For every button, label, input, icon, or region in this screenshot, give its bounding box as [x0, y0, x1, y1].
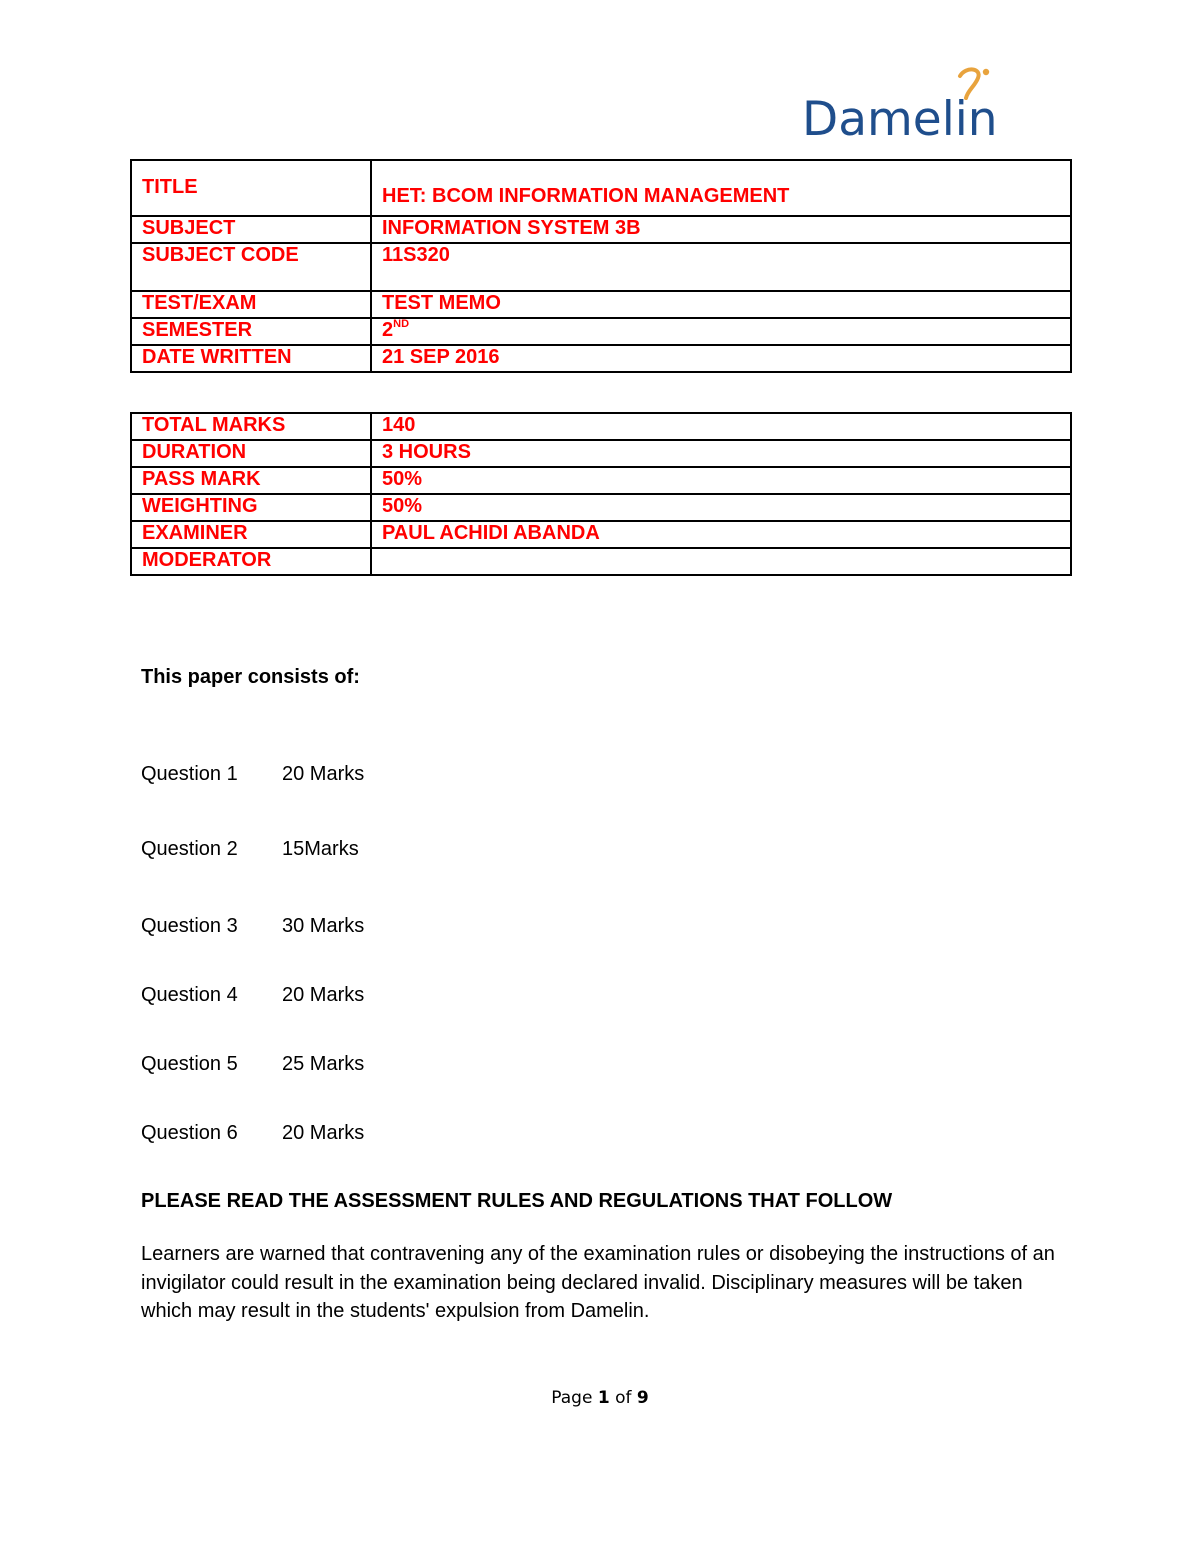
logo-wordmark: Damelin: [802, 92, 998, 146]
weighting-value: 50%: [371, 494, 1071, 521]
total-marks-label: TOTAL MARKS: [131, 413, 371, 440]
pass-mark-value: 50%: [371, 467, 1071, 494]
question-row: [141, 763, 364, 787]
question-marks: 15Marks: [282, 838, 359, 860]
question-name: Question 3: [141, 915, 238, 937]
subject-code-value: 11S320: [371, 243, 1071, 291]
footer-total-pages: 9: [636, 1388, 649, 1408]
table-row: [131, 243, 1071, 291]
subject-value: INFORMATION SYSTEM 3B: [371, 216, 1071, 243]
question-name: Question 4: [141, 984, 238, 1006]
footer-page-number: 1: [597, 1388, 610, 1408]
table-row: [131, 345, 1071, 372]
table-row: [131, 548, 1071, 575]
question-name: Question 1: [141, 763, 238, 785]
semester-suffix: ND: [393, 318, 410, 330]
question-marks: 20 Marks: [282, 984, 365, 1006]
test-exam-label: TEST/EXAM: [131, 291, 371, 318]
table-row: [131, 467, 1071, 494]
total-marks-value: 140: [371, 413, 1071, 440]
exam-info-table: [130, 159, 1072, 373]
title-value: HET: BCOM INFORMATION MANAGEMENT: [371, 160, 1071, 216]
question-row: [141, 984, 364, 1008]
table-row: [131, 318, 1071, 345]
question-row: [141, 1122, 364, 1146]
semester-value: [371, 318, 1071, 345]
question-row: [141, 915, 364, 939]
title-label: TITLE: [131, 160, 371, 216]
examiner-label: EXAMINER: [131, 521, 371, 548]
semester-number: 2: [382, 319, 394, 341]
table-row: [131, 494, 1071, 521]
duration-value: 3 HOURS: [371, 440, 1071, 467]
footer-prefix: Page: [551, 1388, 598, 1408]
question-marks: 20 Marks: [282, 763, 365, 785]
subject-code-label: SUBJECT CODE: [131, 243, 371, 291]
rules-body: Learners are warned that contravening any of the examination rules or disobeying the instructions of an invigilator could result in the examination being declared invalid. Disciplinary measures will be taken which may result in the students' expulsion from Damelin.: [141, 1243, 1055, 1322]
question-name: Question 5: [141, 1053, 238, 1075]
question-row: [141, 1053, 364, 1077]
duration-label: DURATION: [131, 440, 371, 467]
date-written-label: DATE WRITTEN: [131, 345, 371, 372]
subject-label: SUBJECT: [131, 216, 371, 243]
weighting-label: WEIGHTING: [131, 494, 371, 521]
question-name: Question 6: [141, 1122, 238, 1144]
question-name: Question 2: [141, 838, 238, 860]
table-row: [131, 521, 1071, 548]
table-row: [131, 413, 1071, 440]
table-row: [131, 160, 1071, 216]
page-footer: [0, 1388, 1200, 1408]
examiner-value: PAUL ACHIDI ABANDA: [371, 521, 1071, 548]
table-row: [131, 291, 1071, 318]
consists-heading: This paper consists of:: [141, 666, 360, 688]
question-marks: 30 Marks: [282, 915, 365, 937]
semester-label: SEMESTER: [131, 318, 371, 345]
date-written-value: 21 SEP 2016: [371, 345, 1071, 372]
rules-heading: PLEASE READ THE ASSESSMENT RULES AND REGULATIONS THAT FOLLOW: [141, 1190, 893, 1212]
question-marks: 20 Marks: [282, 1122, 365, 1144]
moderator-label: MODERATOR: [131, 548, 371, 575]
table-row: [131, 440, 1071, 467]
damelin-logo: [800, 62, 1040, 146]
table-row: [131, 216, 1071, 243]
pass-mark-label: PASS MARK: [131, 467, 371, 494]
moderator-value: [371, 548, 1071, 575]
question-row: [141, 838, 359, 862]
marks-info-table: [130, 412, 1072, 576]
test-exam-value: TEST MEMO: [371, 291, 1071, 318]
footer-mid: of: [609, 1388, 637, 1408]
question-marks: 25 Marks: [282, 1053, 365, 1075]
